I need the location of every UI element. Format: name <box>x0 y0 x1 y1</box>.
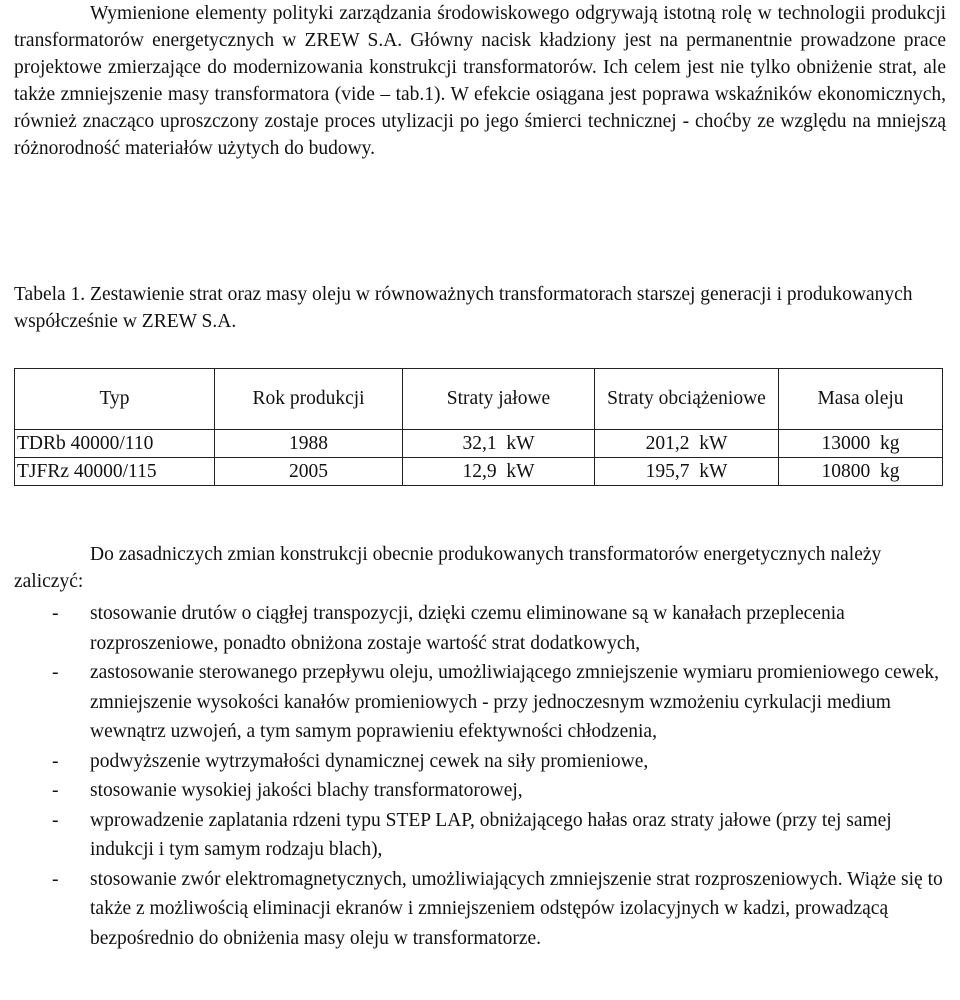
list-bullet: - <box>52 603 59 624</box>
list-bullet: - <box>52 662 59 683</box>
cell-straty-obciazeniowe: 201,2 kW <box>595 430 779 458</box>
list-bullet: - <box>52 809 59 831</box>
list-item-text: wprowadzenie zaplatania rdzeni typu STEP LAP, obniżającego hałas oraz straty jałowe (przy tej samej indukcji i tym samym rodzaju blach), <box>90 809 892 860</box>
list-item <box>14 865 946 954</box>
changes-list <box>14 599 946 953</box>
list-bullet: - <box>52 868 59 890</box>
changes-intro-paragraph: Do zasadniczych zmian konstrukcji obecnie produkowanych transformatorów energetycznych należy zaliczyć: <box>14 544 882 592</box>
comparison-table <box>14 368 943 486</box>
list-item-text: podwyższenie wytrzymałości dynamicznej cewek na siły promieniowe, <box>90 750 649 772</box>
header-masa-oleju: Masa oleju <box>779 369 943 430</box>
list-item-text: zastosowanie sterowanego przepływu oleju, umożliwiającego zmniejszenie wymiaru promieniowego cewek, zmniejszenie wysokości kanałów promieniowych - przy jednoczesnym wzmożeniu cyrkulacji medium wewnątrz uzwojeń, a tym samym poprawieniu efektywności chłodzenia, <box>90 662 940 742</box>
table-row <box>15 430 943 458</box>
list-item-text: stosowanie drutów o ciągłej transpozycji, dzięki czemu eliminowane są w kanałach przeplecenia rozproszeniowe, ponadto obniżona zostaje wartość strat dodatkowych, <box>90 603 845 654</box>
list-item <box>14 658 946 747</box>
list-bullet: - <box>52 750 59 772</box>
cell-straty-obciazeniowe: 195,7 kW <box>595 458 779 486</box>
table-row <box>15 458 943 486</box>
list-item <box>14 806 946 865</box>
cell-masa-oleju: 13000 kg <box>779 430 943 458</box>
header-straty-jalowe: Straty jałowe <box>403 369 595 430</box>
intro-paragraph: Wymienione elementy polityki zarządzania środowiskowego odgrywają istotną rolę w technologii produkcji transformatorów energetycznych w ZREW S.A. Główny nacisk kładziony jest na permanentnie prowadzone prace projektowe zmierzające do modernizowania konstrukcji transformatorów. Ich celem jest nie tylko obniżenie strat, ale także zmniejszenie masy transformatora (vide – tab.1). W efekcie osiągana jest poprawa wskaźników ekonomicznych, również znacząco uproszczony zostaje proces utylizacji po jego śmierci technicznej - choćby ze względu na mniejszą różnorodność materiałów użytych do budowy. <box>14 3 946 159</box>
cell-straty-jalowe: 32,1 kW <box>403 430 595 458</box>
cell-masa-oleju: 10800 kg <box>779 458 943 486</box>
list-item <box>14 776 946 806</box>
list-item-text: stosowanie wysokiej jakości blachy transformatorowej, <box>90 780 523 801</box>
cell-rok: 1988 <box>215 430 403 458</box>
cell-rok: 2005 <box>215 458 403 486</box>
list-item <box>14 599 946 658</box>
cell-typ: TDRb 40000/110 <box>15 430 215 458</box>
list-item-text: stosowanie zwór elektromagnetycznych, umożliwiających zmniejszenie strat rozproszeniowych. Wiąże się to także z możliwością eliminacji ekranów i zmniejszeniem odstępów izolacyjnych w kadzi, prowadzącą bezpośrednio do obniżenia masy oleju w transformatorze. <box>90 868 943 949</box>
list-bullet: - <box>52 780 59 801</box>
cell-typ: TJFRz 40000/115 <box>15 458 215 486</box>
header-rok-produkcji: Rok produkcji <box>215 369 403 430</box>
cell-straty-jalowe: 12,9 kW <box>403 458 595 486</box>
header-typ: Typ <box>15 369 215 430</box>
table-caption: Tabela 1. Zestawienie strat oraz masy oleju w równoważnych transformatorach starszej generacji i produkowanych współcześnie w ZREW S.A. <box>14 284 913 332</box>
table-header-row <box>15 369 943 430</box>
list-item <box>14 747 946 777</box>
header-straty-obciazeniowe: Straty obciążeniowe <box>595 369 779 430</box>
